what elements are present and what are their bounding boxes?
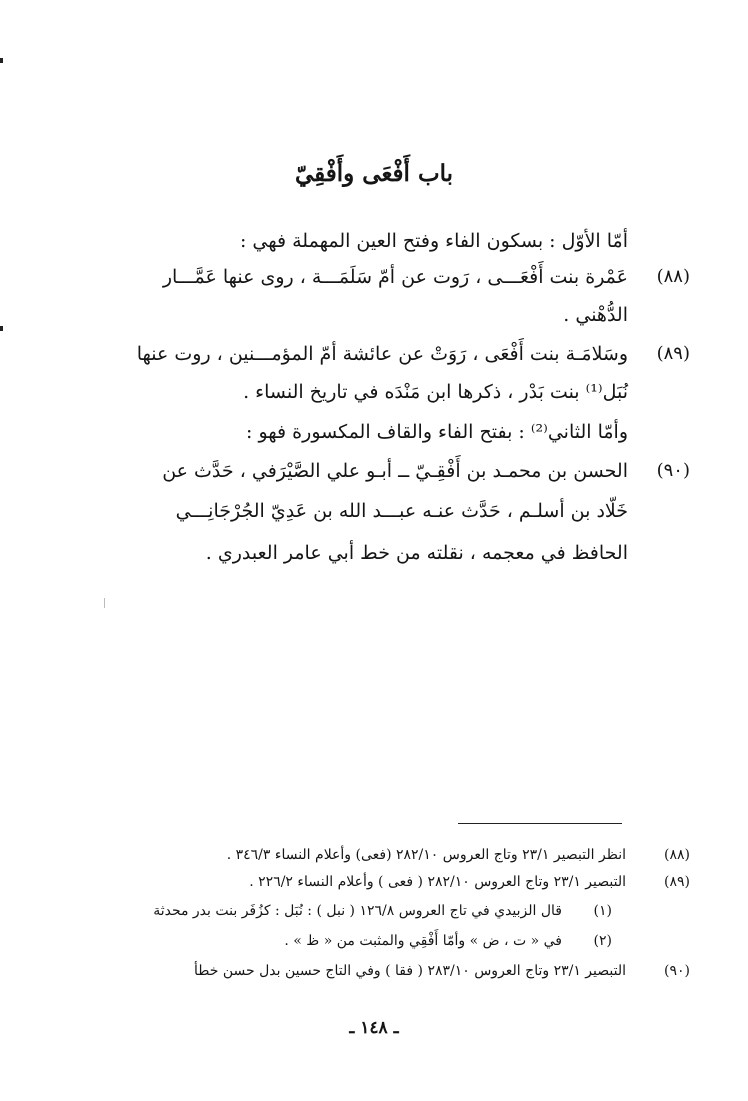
footnote-number: (٢): [593, 933, 612, 949]
second-intro-line: وأمّا الثاني⁽²⁾ : بفتح الفاء والقاف المكسورة فهو :: [246, 421, 628, 443]
footnote-text: في « ت ، ض » وأمّا أَفْقِي والمثبت من « ظ » .: [284, 933, 562, 949]
entry-line: نُبَل⁽¹⁾ بنت بَدْر ، ذكرها ابن مَنْدَه في تاريخ النساء .: [243, 381, 628, 403]
entry-number: (٨٩): [656, 343, 690, 364]
page-number: ـ ١٤٨ ـ: [349, 1018, 399, 1038]
entry-line: خَلّاد بن أسلـم ، حَدَّث عنـه عبـــد الله بن عَدِيّ الجُرْجَانِـــي: [175, 500, 628, 522]
entry-number: (٨٨): [656, 266, 690, 287]
footnote-text: التبصير ٢٣/١ وتاج العروس ٢٨٣/١٠ ( فقا ) وفي التاج حسين بدل حسن خطأ: [193, 963, 626, 979]
footnote-text: انظر التبصير ٢٣/١ وتاج العروس ٢٨٢/١٠ (فعى) وأعلام النساء ٣٤٦/٣ .: [226, 847, 626, 863]
edge-mark: [0, 326, 3, 331]
edge-mark: [0, 58, 3, 63]
intro-line: أمّا الأوّل : بسكون الفاء وفتح العين المهملة فهي :: [239, 230, 628, 252]
entry-line: الحافظ في معجمه ، نقلته من خط أبي عامر العبدري .: [205, 542, 628, 564]
footnote-text: التبصير ٢٣/١ وتاج العروس ٢٨٢/١٠ ( فعى ) وأعلام النساء ٢٢٦/٢ .: [249, 874, 626, 890]
footnote-separator: [458, 823, 622, 824]
entry-number: (٩٠): [656, 460, 690, 481]
footnote-number: (٨٩): [664, 874, 690, 890]
entry-line: الدُّهْني .: [563, 304, 628, 326]
entry-line: عَمْرة بنت أَفْعَـــى ، رَوت عن أمّ سَلَمَـــة ، روى عنها عَمَّـــار: [162, 266, 628, 288]
footnote-number: (٩٠): [664, 963, 690, 979]
footnote-number: (٨٨): [664, 847, 690, 863]
entry-line: وسَلامَـة بنت أَفْعَى ، رَوَتْ عن عائشة أمّ المؤمـــنين ، روت عنها: [136, 343, 628, 365]
footnote-number: (١): [593, 903, 612, 919]
entry-line: الحسن بن محمـد بن أَفْقِـيّ ــ أبـو علي الصَّيْرَفي ، حَدَّث عن: [162, 460, 628, 482]
footnote-text: قال الزبيدي في تاج العروس ١٢٦/٨ ( نبل ) : نُبَل : كزُفَر بنت بدر محدثة: [153, 903, 562, 919]
scan-speck: [104, 598, 105, 608]
chapter-title: باب أَفْعَى وأَفْقِيّ: [294, 160, 454, 187]
